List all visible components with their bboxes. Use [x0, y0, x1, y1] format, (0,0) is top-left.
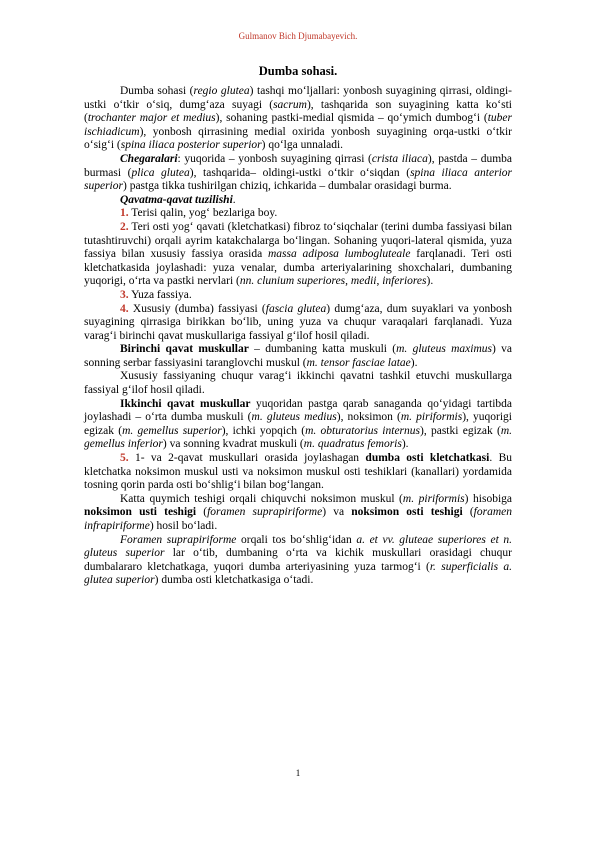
text-segment: dumba osti kletchatkasi — [365, 452, 490, 465]
item-number: 5. — [120, 452, 129, 465]
text-segment: ), tashqarida son suyagining katta ko‘sti ( — [84, 98, 512, 125]
text-segment: ). — [410, 356, 418, 369]
text-segment: Katta quymich teshigi orqali chiquvchi noksimon muskul ( — [120, 492, 403, 505]
text-segment: Yuza fassiya. — [128, 288, 192, 301]
page-title: Dumba sohasi. — [258, 64, 338, 78]
text-segment: ) va sonning serbar fassiyasini taranglovchi muskul ( — [84, 343, 513, 369]
paragraph — [84, 207, 512, 221]
text-segment: m. gemellus inferior — [84, 424, 513, 451]
text-segment: yuqoridan pastga qarab sanaganda qo‘yidagi tartibda joylashadi – o‘rta dumba muskuli ( — [84, 397, 513, 424]
text-segment: ) va sonning kvadrat muskuli ( — [162, 438, 304, 451]
page-number: 1 — [295, 768, 301, 778]
text-segment: . — [232, 193, 236, 206]
text-segment: r. superficialis a. glutea superior — [84, 560, 512, 587]
text-segment: ) tashqi mo‘ljallari: yonbosh suyagining qirrasi, oldingi-ustki o‘tkir o‘siq, dumg‘aza suyagi ( — [84, 85, 513, 111]
text-segment: ) va — [322, 506, 352, 519]
text-segment: farqlanadi. Teri osti kletchatkasida joylashadi: yuza venalar, dumba arteriyalarining shoxchalari, dumbaning yuqorigi, o‘rta va pastki nervlari ( — [84, 248, 512, 288]
paragraph — [84, 221, 512, 289]
text-segment: ( — [196, 506, 208, 519]
text-segment: Chegaralari — [120, 152, 178, 165]
text-segment: foramen infrapiriforme — [84, 506, 512, 532]
text-segment: fascia glutea — [265, 302, 327, 315]
paragraph — [84, 153, 512, 194]
text-segment — [120, 153, 178, 165]
paragraph — [84, 534, 512, 588]
text-segment: ), pastda – dumba burmasi ( — [84, 152, 512, 179]
text-segment: medii — [350, 275, 377, 288]
paragraph — [84, 303, 512, 344]
text-segment: – dumbaning katta muskuli ( — [248, 343, 397, 356]
text-segment: : yuqorida – yonbosh suyagining qirrasi ( — [177, 152, 372, 165]
text-segment: , — [345, 275, 351, 288]
text-segment: spina iliaca anterior superior — [84, 166, 512, 193]
item-number: 2. — [120, 220, 129, 233]
text-segment: noksimon osti teshigi — [351, 506, 463, 519]
text-segment: ( — [462, 506, 474, 519]
paragraph — [84, 289, 512, 303]
text-segment: inferiores — [382, 275, 427, 288]
text-segment: Xususiy fassiyaning chuqur varag‘i ikkinchi qavatni tashkil etuvchi muskullarga fassiyal g‘ilof hosil qiladi. — [84, 370, 512, 397]
text-segment: Foramen suprapiriforme — [120, 533, 237, 546]
text-segment: Dumba sohasi ( — [120, 85, 194, 97]
text-segment: crista iliaca — [371, 152, 428, 165]
text-segment: ), tashqarida– oldingi-ustki o‘tkir o‘siqdan ( — [189, 166, 411, 179]
paragraph — [84, 398, 512, 452]
text-segment: ) hisobiga — [464, 492, 512, 505]
text-segment: ) qo‘lga unnaladi. — [261, 139, 344, 152]
paragraph — [84, 194, 512, 208]
item-number: 3. — [120, 288, 129, 301]
text-segment: spina iliaca posterior superior — [120, 139, 262, 152]
item-number: 1. — [120, 207, 129, 220]
text-segment: Terisi qalin, yog‘ bezlariga boy. — [128, 207, 278, 220]
text-segment: ), noksimon ( — [336, 411, 401, 424]
text-segment: massa adiposa lumbogluteale — [268, 248, 411, 261]
text-segment: m. piriformis — [402, 492, 465, 505]
text-segment: 1- va 2-qavat muskullari orasida joylashagan — [128, 452, 366, 465]
text-segment: orqali tos bo‘shlig‘idan — [236, 533, 357, 546]
text-segment: ) dumba osti kletchatkasiga o‘tadi. — [154, 574, 314, 587]
paragraph — [84, 452, 512, 493]
text-segment: m. obturatorius internus — [305, 424, 420, 437]
text-segment: plica glutea — [131, 166, 190, 179]
text-segment: Ikkinchi qavat muskullar — [120, 397, 251, 410]
text-segment: ). — [401, 438, 409, 451]
text-segment: m. gemellus superior — [122, 424, 222, 437]
paragraph — [84, 343, 512, 370]
text-segment: a. et vv. gluteae superiores et n. gluteus superior — [84, 533, 512, 560]
body-text — [84, 85, 512, 588]
text-segment — [120, 194, 233, 206]
text-segment: foramen suprapiriforme — [207, 506, 323, 519]
text-segment: m. gluteus maximus — [396, 343, 493, 356]
item-number: 4. — [120, 302, 129, 315]
text-segment: m. piriformis — [400, 411, 463, 424]
paragraph — [84, 370, 512, 397]
text-segment: ), yuqorigi egizak ( — [84, 411, 512, 437]
text-segment: Xususiy (dumba) fassiyasi ( — [128, 302, 266, 315]
text-segment: . Bu kletchatka noksimon muskul usti va noksimon muskul osti teshiklari (kanallari) yordamida tosning qorin parda osti bo‘shlig‘i bilan bog‘langan. — [84, 452, 513, 492]
text-segment: m. gluteus medius — [251, 411, 337, 424]
paragraph — [84, 493, 512, 534]
text-segment: ). — [426, 275, 434, 288]
text-segment: ) dumg‘aza, dum suyaklari va yonbosh suyagining qirrasiga birikkan bo‘lib, uning yuza va chuqur varaqalari farqlanadi. Yuza varag‘i birinchi qavat muskullariga fassiyal g‘ilof hosil qiladi. — [84, 302, 512, 342]
text-segment: trochanter major et medius — [87, 112, 216, 125]
text-segment: , — [376, 275, 383, 288]
text-segment: ), pastki egizak ( — [420, 424, 501, 437]
text-segment: ) pastga tikka tushirilgan chiziq, ichkarida – dumbalar orasidagi burma. — [122, 180, 452, 193]
text-segment: sacrum — [273, 98, 307, 111]
text-segment: noksimon usti teshigi — [84, 506, 197, 519]
paragraph — [84, 85, 512, 153]
text-segment: Birinchi qavat muskullar — [120, 343, 249, 356]
text-segment: Teri osti yog‘ qavati (kletchatkasi) fibroz to‘siqchalar (terini dumba fassiyasi bilan tutashtiruvchi) orqali ayrim katakchalarga bo‘lingan. Sohaning yuqori-lateral qismida, yuza fassiya bilan xususiy fassiya orasida — [84, 220, 512, 261]
text-segment: ), ichki yopqich ( — [221, 424, 306, 437]
text-segment: m. tensor fasciae latae — [306, 356, 411, 369]
text-segment: Qavatma-qavat tuzilishi — [120, 193, 233, 206]
text-segment: ), sohaning pastki-medial qismida – qo‘ymich dumbog‘i ( — [215, 112, 488, 125]
text-segment: lar o‘tib, dumbaning o‘rta va kichik muskullari orasidagi chuqur dumbalararo kletchatkaga, yuqori dumba arteriyasining yuza tarmog‘i ( — [84, 547, 512, 573]
text-segment: ) hosil bo‘ladi. — [149, 520, 218, 532]
text-segment: m. quadratus femoris — [303, 438, 402, 451]
text-segment: tuber ischiadicum — [84, 112, 512, 138]
text-segment: ), yonbosh qirrasining medial oxirida yonbosh suyagining orqa-ustki o‘tkir o‘sig‘i ( — [84, 125, 512, 152]
running-header: Gulmanov Bich Djumabayevich. — [238, 31, 358, 41]
text-segment: nn. clunium superiores — [239, 275, 346, 288]
text-segment: regio glutea — [193, 85, 250, 97]
